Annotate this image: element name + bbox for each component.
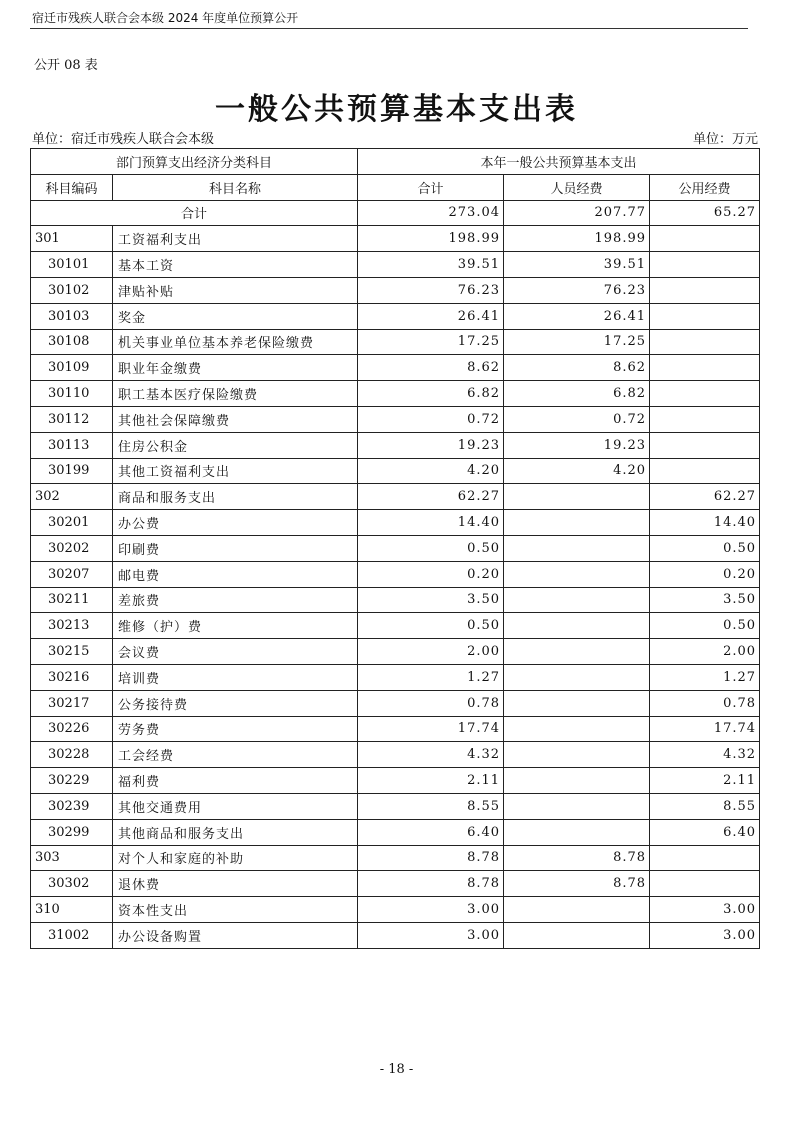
row-code: 30299 (31, 819, 113, 845)
row-total: 6.82 (358, 381, 504, 407)
row-code: 301 (31, 226, 113, 252)
row-total: 0.78 (358, 690, 504, 716)
row-total: 39.51 (358, 252, 504, 278)
row-personnel: 19.23 (504, 432, 650, 458)
row-personnel: 8.78 (504, 871, 650, 897)
row-personnel: 6.82 (504, 381, 650, 407)
row-code: 303 (31, 845, 113, 871)
table-row (31, 922, 760, 948)
row-public (650, 329, 760, 355)
table-row (31, 768, 760, 794)
table-row (31, 252, 760, 278)
row-personnel (504, 742, 650, 768)
row-code: 30213 (31, 613, 113, 639)
row-code: 30112 (31, 406, 113, 432)
row-total: 8.55 (358, 793, 504, 819)
row-code: 30239 (31, 793, 113, 819)
row-public (650, 303, 760, 329)
table-row (31, 845, 760, 871)
row-code: 30201 (31, 510, 113, 536)
row-public (650, 406, 760, 432)
row-name: 印刷费 (113, 535, 358, 561)
row-total: 26.41 (358, 303, 504, 329)
table-row (31, 664, 760, 690)
row-name: 住房公积金 (113, 432, 358, 458)
row-total: 3.00 (358, 897, 504, 923)
row-personnel (504, 922, 650, 948)
row-public (650, 458, 760, 484)
row-name: 办公设备购置 (113, 922, 358, 948)
row-public: 6.40 (650, 819, 760, 845)
row-name: 资本性支出 (113, 897, 358, 923)
row-personnel: 0.72 (504, 406, 650, 432)
row-public: 1.27 (650, 664, 760, 690)
table-row (31, 458, 760, 484)
row-personnel (504, 613, 650, 639)
row-name: 基本工资 (113, 252, 358, 278)
row-public: 0.78 (650, 690, 760, 716)
row-name: 其他商品和服务支出 (113, 819, 358, 845)
budget-table (30, 148, 760, 949)
row-code: 30216 (31, 664, 113, 690)
group-header-right: 本年一般公共预算基本支出 (358, 149, 760, 175)
row-name: 办公费 (113, 510, 358, 536)
column-header-personnel: 人员经费 (504, 174, 650, 200)
row-public (650, 432, 760, 458)
column-header-code: 科目编码 (31, 174, 113, 200)
row-name: 差旅费 (113, 587, 358, 613)
row-name: 培训费 (113, 664, 358, 690)
row-total: 198.99 (358, 226, 504, 252)
table-row (31, 381, 760, 407)
row-total: 4.20 (358, 458, 504, 484)
row-code: 30202 (31, 535, 113, 561)
row-public: 0.20 (650, 561, 760, 587)
row-total: 8.78 (358, 845, 504, 871)
row-public (650, 871, 760, 897)
row-code: 30229 (31, 768, 113, 794)
row-public (650, 226, 760, 252)
row-name: 职业年金缴费 (113, 355, 358, 381)
row-code: 30226 (31, 716, 113, 742)
row-total: 2.11 (358, 768, 504, 794)
table-row (31, 355, 760, 381)
row-total: 0.50 (358, 613, 504, 639)
row-personnel: 26.41 (504, 303, 650, 329)
column-header-total: 合计 (358, 174, 504, 200)
row-code: 30228 (31, 742, 113, 768)
column-header-name: 科目名称 (113, 174, 358, 200)
row-name: 对个人和家庭的补助 (113, 845, 358, 871)
table-row (31, 897, 760, 923)
unit-currency: 单位：万元 (692, 132, 758, 147)
row-public: 3.00 (650, 922, 760, 948)
row-code: 30217 (31, 690, 113, 716)
row-name: 工会经费 (113, 742, 358, 768)
table-row (31, 329, 760, 355)
row-code: 30108 (31, 329, 113, 355)
total-amount: 273.04 (358, 200, 504, 226)
row-name: 退休费 (113, 871, 358, 897)
row-public (650, 252, 760, 278)
row-public: 14.40 (650, 510, 760, 536)
table-row (31, 690, 760, 716)
row-name: 其他工资福利支出 (113, 458, 358, 484)
row-personnel (504, 587, 650, 613)
row-total: 17.25 (358, 329, 504, 355)
row-name: 邮电费 (113, 561, 358, 587)
row-personnel: 8.78 (504, 845, 650, 871)
row-code: 30113 (31, 432, 113, 458)
row-personnel (504, 484, 650, 510)
total-public: 65.27 (650, 200, 760, 226)
row-public: 2.00 (650, 639, 760, 665)
table-row (31, 561, 760, 587)
table-row (31, 742, 760, 768)
row-personnel: 39.51 (504, 252, 650, 278)
row-code: 30215 (31, 639, 113, 665)
row-code: 30103 (31, 303, 113, 329)
row-public: 0.50 (650, 613, 760, 639)
row-personnel: 76.23 (504, 277, 650, 303)
row-personnel: 198.99 (504, 226, 650, 252)
table-row (31, 510, 760, 536)
row-name: 奖金 (113, 303, 358, 329)
row-public: 3.00 (650, 897, 760, 923)
row-name: 职工基本医疗保险缴费 (113, 381, 358, 407)
row-name: 商品和服务支出 (113, 484, 358, 510)
row-code: 30211 (31, 587, 113, 613)
row-personnel (504, 897, 650, 923)
row-personnel (504, 793, 650, 819)
table-row (31, 432, 760, 458)
row-total: 17.74 (358, 716, 504, 742)
row-code: 302 (31, 484, 113, 510)
row-name: 会议费 (113, 639, 358, 665)
page-number: - 18 - (379, 1062, 414, 1077)
table-row (31, 535, 760, 561)
row-total: 1.27 (358, 664, 504, 690)
row-code: 30110 (31, 381, 113, 407)
row-total: 2.00 (358, 639, 504, 665)
table-row (31, 484, 760, 510)
row-personnel: 4.20 (504, 458, 650, 484)
row-public (650, 355, 760, 381)
table-number: 公开 08 表 (34, 58, 98, 73)
row-personnel (504, 510, 650, 536)
document-header: 宿迁市残疾人联合会本级 2024 年度单位预算公开 (32, 11, 299, 25)
row-public (650, 381, 760, 407)
group-header-left: 部门预算支出经济分类科目 (31, 149, 358, 175)
row-public: 4.32 (650, 742, 760, 768)
unit-organization: 单位：宿迁市残疾人联合会本级 (32, 132, 215, 147)
row-name: 其他交通费用 (113, 793, 358, 819)
row-total: 3.50 (358, 587, 504, 613)
row-name: 津贴补贴 (113, 277, 358, 303)
row-public (650, 845, 760, 871)
row-personnel: 17.25 (504, 329, 650, 355)
row-name: 公务接待费 (113, 690, 358, 716)
row-total: 8.78 (358, 871, 504, 897)
row-total: 0.72 (358, 406, 504, 432)
row-name: 维修（护）费 (113, 613, 358, 639)
row-total: 62.27 (358, 484, 504, 510)
row-code: 30102 (31, 277, 113, 303)
row-public (650, 277, 760, 303)
table-row (31, 819, 760, 845)
table-row (31, 716, 760, 742)
row-public: 2.11 (650, 768, 760, 794)
header-rule (30, 28, 748, 29)
total-personnel: 207.77 (504, 200, 650, 226)
row-total: 0.50 (358, 535, 504, 561)
table-row (31, 226, 760, 252)
row-personnel (504, 819, 650, 845)
row-code: 30302 (31, 871, 113, 897)
row-personnel (504, 768, 650, 794)
row-name: 工资福利支出 (113, 226, 358, 252)
row-name: 其他社会保障缴费 (113, 406, 358, 432)
column-header-public: 公用经费 (650, 174, 760, 200)
row-public: 0.50 (650, 535, 760, 561)
row-name: 福利费 (113, 768, 358, 794)
row-personnel: 8.62 (504, 355, 650, 381)
row-personnel (504, 535, 650, 561)
row-total: 3.00 (358, 922, 504, 948)
row-code: 30199 (31, 458, 113, 484)
row-code: 30207 (31, 561, 113, 587)
row-total: 6.40 (358, 819, 504, 845)
row-total: 14.40 (358, 510, 504, 536)
row-total: 0.20 (358, 561, 504, 587)
table-row (31, 639, 760, 665)
row-total: 76.23 (358, 277, 504, 303)
row-personnel (504, 561, 650, 587)
table-row (31, 406, 760, 432)
row-total: 19.23 (358, 432, 504, 458)
row-total: 8.62 (358, 355, 504, 381)
row-public: 8.55 (650, 793, 760, 819)
table-row (31, 277, 760, 303)
row-code: 30109 (31, 355, 113, 381)
row-personnel (504, 664, 650, 690)
page-title: 一般公共预算基本支出表 (215, 92, 578, 127)
total-label: 合计 (31, 200, 358, 226)
table-row (31, 871, 760, 897)
row-code: 310 (31, 897, 113, 923)
row-total: 4.32 (358, 742, 504, 768)
row-public: 62.27 (650, 484, 760, 510)
table-column-header-row (31, 174, 760, 200)
row-name: 劳务费 (113, 716, 358, 742)
row-personnel (504, 716, 650, 742)
row-public: 17.74 (650, 716, 760, 742)
table-row (31, 587, 760, 613)
row-name: 机关事业单位基本养老保险缴费 (113, 329, 358, 355)
table-row (31, 303, 760, 329)
row-code: 31002 (31, 922, 113, 948)
table-row (31, 793, 760, 819)
row-code: 30101 (31, 252, 113, 278)
table-group-header-row (31, 149, 760, 175)
table-row (31, 613, 760, 639)
table-total-row (31, 200, 760, 226)
row-personnel (504, 639, 650, 665)
row-public: 3.50 (650, 587, 760, 613)
row-personnel (504, 690, 650, 716)
